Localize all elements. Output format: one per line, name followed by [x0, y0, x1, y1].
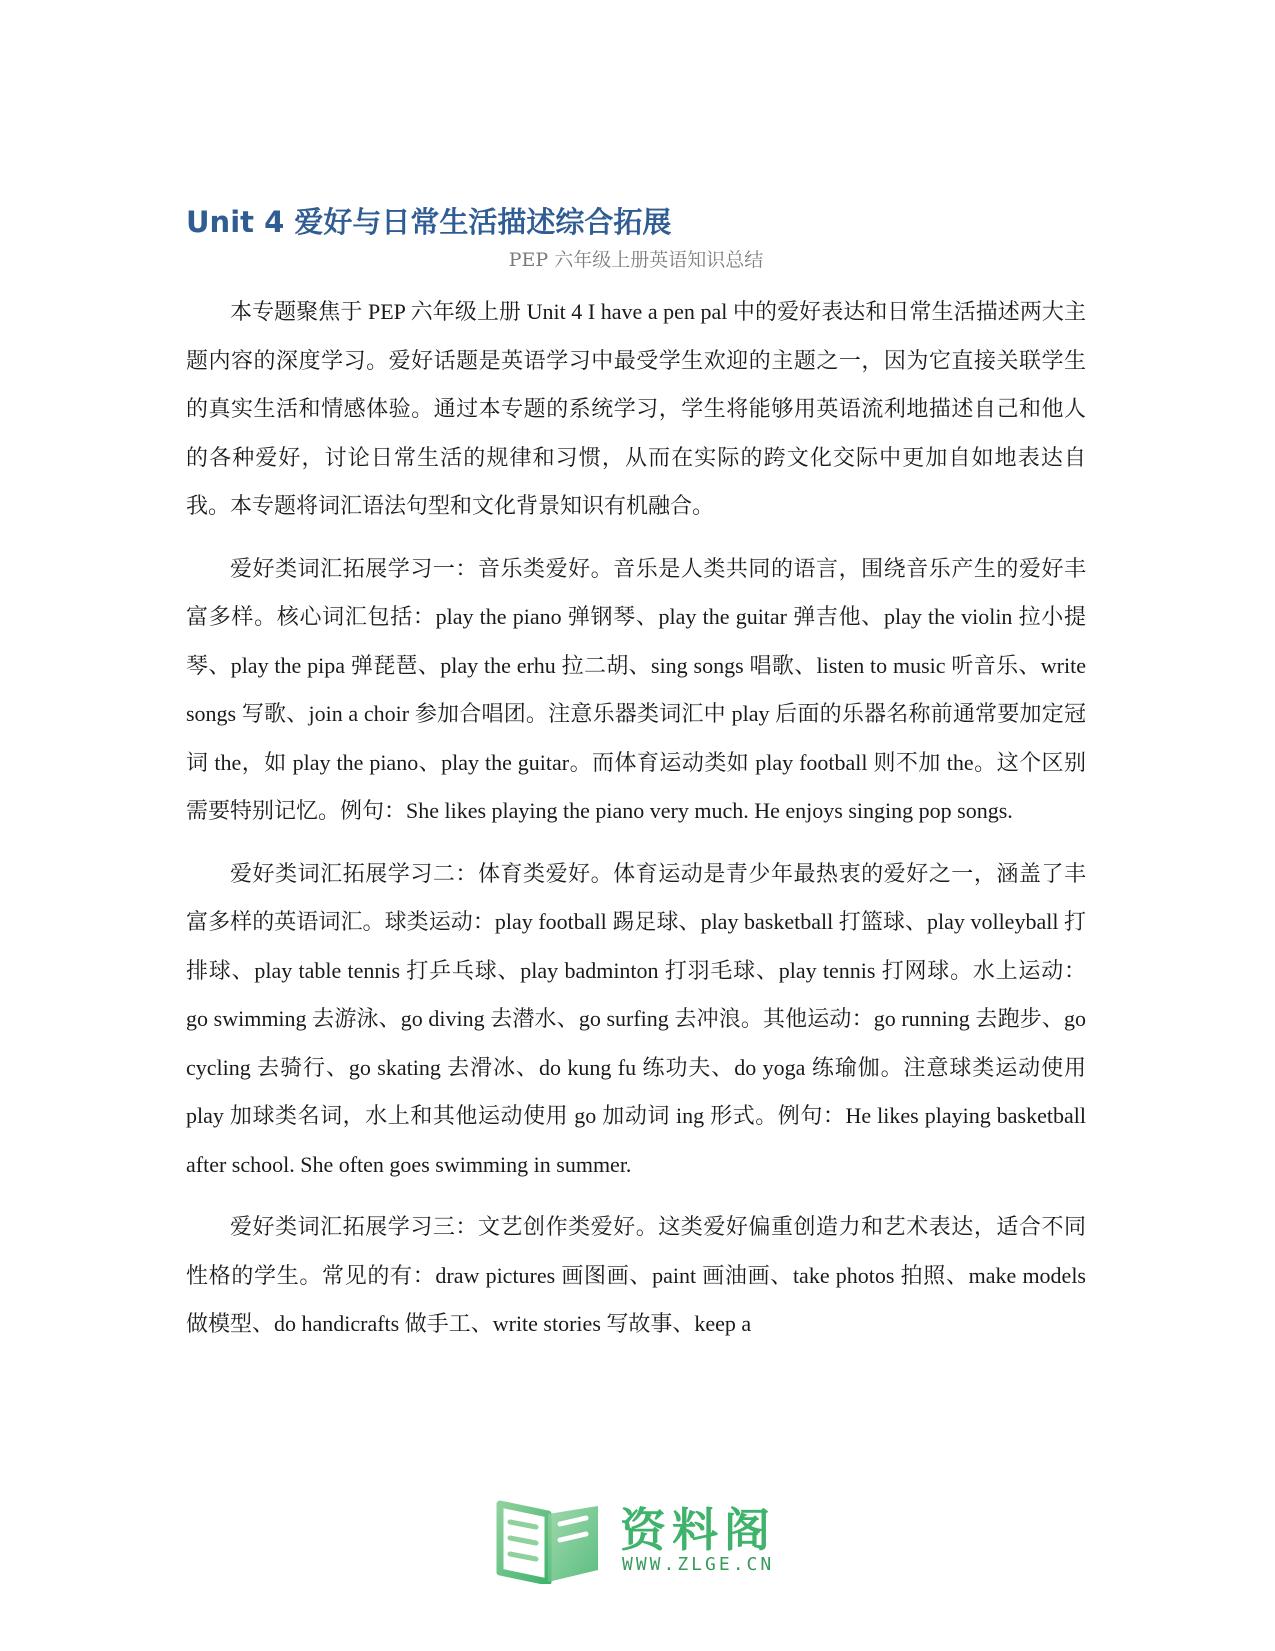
- paragraph-intro: 本专题聚焦于 PEP 六年级上册 Unit 4 I have a pen pal 中的爱好表达和日常生活描述两大主题内容的深度学习。爱好话题是英语学习中最受学生欢迎的主题之一，因为它直接关联学生的真实生活和情感体验。通过本专题的系统学习，学生将能够用英语流利地描述自己和他人的各种爱好，讨论日常生活的规律和习惯，从而在实际的跨文化交际中更加自如地表达自我。本专题将词汇语法句型和文化背景知识有机融合。: [186, 299, 1086, 518]
- watermark: [490, 1494, 790, 1584]
- document-content: [186, 200, 1086, 1363]
- watermark-url: WWW.ZLGE.CN: [622, 1554, 775, 1575]
- paragraph-arts-hobbies: 爱好类词汇拓展学习三：文艺创作类爱好。这类爱好偏重创造力和艺术表达，适合不同性格的学生。常见的有：draw pictures 画图画、paint 画油画、take photos 拍照、make models 做模型、do handicrafts 做手工、write stories 写故事、keep a: [186, 1214, 1086, 1336]
- watermark-brand: 资料阁: [620, 1503, 776, 1557]
- open-book-icon: [490, 1494, 610, 1584]
- paragraph-sports-hobbies: 爱好类词汇拓展学习二：体育类爱好。体育运动是青少年最热衷的爱好之一，涵盖了丰富多样的英语词汇。球类运动：play football 踢足球、play basketball 打篮球、play volleyball 打排球、play table tennis 打乒乓球、play badminton 打羽毛球、play tennis 打网球。水上运动：go swimming 去游泳、go diving 去潜水、go surfing 去冲浪。其他运动：go running 去跑步、go cycling 去骑行、go skating 去滑冰、do kung fu 练功夫、do yoga 练瑜伽。注意球类运动使用 play 加球类名词，水上和其他运动使用 go 加动词 ing 形式。例句：He likes playing basketball after school. She often goes swimming in summer.: [186, 860, 1086, 1177]
- document-subtitle: PEP 六年级上册英语知识总结: [508, 249, 764, 271]
- paragraph-music-hobbies: 爱好类词汇拓展学习一：音乐类爱好。音乐是人类共同的语言，围绕音乐产生的爱好丰富多样。核心词汇包括：play the piano 弹钢琴、play the guitar 弹吉他、play the violin 拉小提琴、play the pipa 弹琵琶、play the erhu 拉二胡、sing songs 唱歌、listen to music 听音乐、write songs 写歌、join a choir 参加合唱团。注意乐器类词汇中 play 后面的乐器名称前通常要加定冠词 the，如 play the piano、play the guitar。而体育运动类如 play football 则不加 the。这个区别需要特别记忆。例句：She likes playing the piano very much. He enjoys singing pop songs.: [186, 555, 1086, 823]
- document-title: Unit 4 爱好与日常生活描述综合拓展: [186, 205, 672, 239]
